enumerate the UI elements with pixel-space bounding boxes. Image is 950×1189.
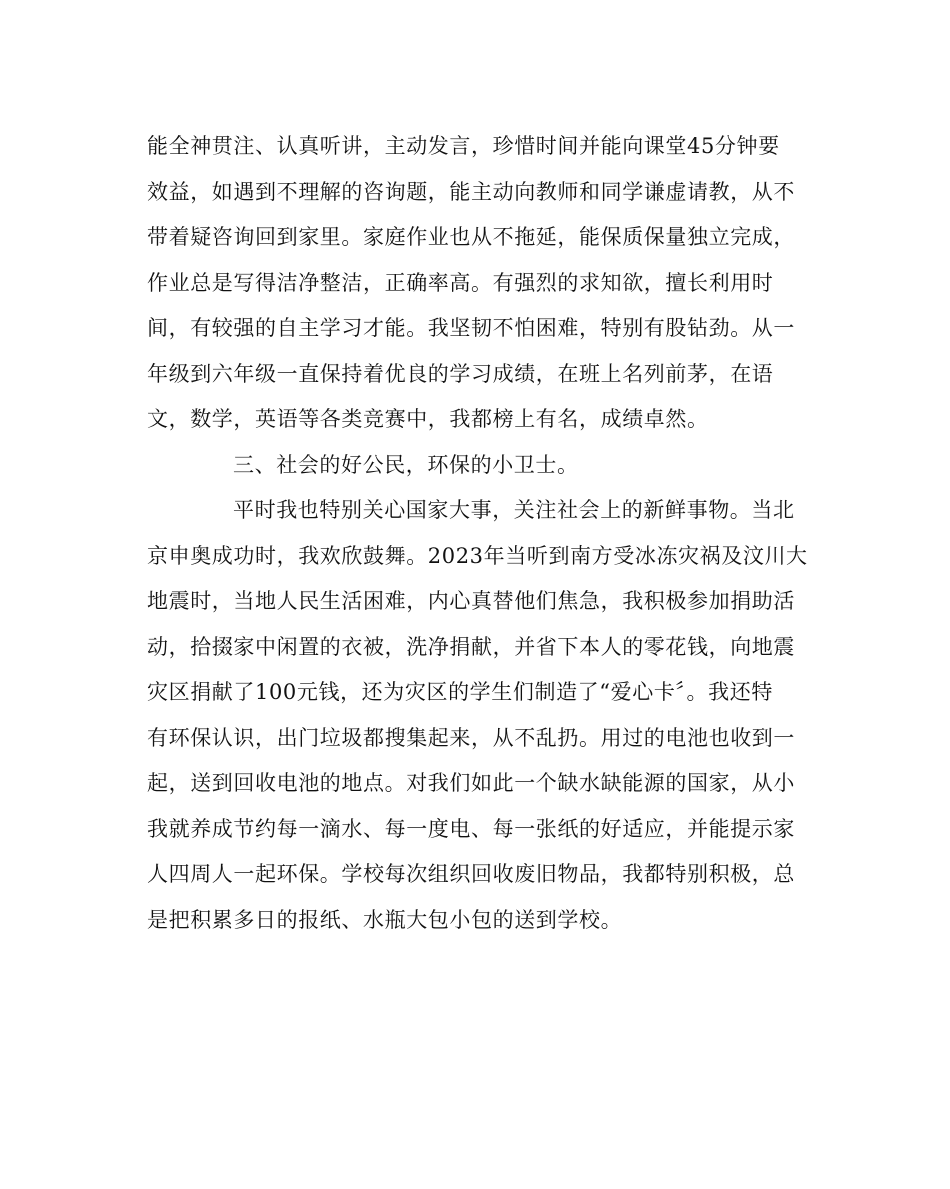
text-line: 京申奥成功时，我欢欣鼓舞。2023年当听到南方受冰冻灾祸及汶川大 [147, 543, 808, 568]
text-line: 有环保认识，出门垃圾都搜集起来，从不乱扔。用过的电池也收到一 [147, 725, 795, 750]
section-heading: 三、社会的好公民，环保的小卫士。 [233, 452, 579, 477]
text-line: 年级到六年级一直保持着优良的学习成绩，在班上名列前茅，在语 [147, 361, 774, 386]
text-line: 起，送到回收电池的地点。对我们如此一个缺水缺能源的国家，从小 [147, 771, 795, 795]
paragraph-first-line: 平时我也特别关心国家大事，关注社会上的新鲜事物。当北 [233, 498, 795, 522]
text-line: 灾区捐献了100元钱，还为灾区的学生们制造了“爱心卡〞。我还特 [147, 680, 773, 704]
text-line: 效益，如遇到不理解的咨询题，能主动向教师和同学谦虚请教，从不 [147, 179, 795, 204]
text-line: 人四周人一起环保。学校每次组织回收废旧物品，我都特别积极，总 [147, 862, 795, 886]
text-line: 能全神贯注、认真听讲，主动发言，珍惜时间并能向课堂45分钟要 [147, 134, 780, 158]
text-line: 带着疑咨询回到家里。家庭作业也从不拖延，能保质保量独立完成， [147, 225, 795, 249]
text-line: 动，拾掇家中闲置的衣被，洗净捐献，并省下本人的零花钱，向地震 [147, 634, 795, 659]
text-line: 地震时，当地人民生活困难，内心真替他们焦急，我积极参加捐助活 [147, 589, 795, 613]
text-line: 我就养成节约每一滴水、每一度电、每一张纸的好适应，并能提示家 [147, 816, 795, 841]
text-line: 间，有较强的自主学习才能。我坚韧不怕困难，特别有股钻劲。从一 [147, 316, 795, 340]
text-line: 是把积累多日的报纸、水瓶大包小包的送到学校。 [147, 907, 623, 932]
document-body [147, 124, 807, 943]
text-line: 文，数学，英语等各类竞赛中，我都榜上有名，成绩卓然。 [147, 407, 709, 431]
text-line: 作业总是写得洁净整洁，正确率高。有强烈的求知欲，擅长利用时 [147, 270, 774, 295]
